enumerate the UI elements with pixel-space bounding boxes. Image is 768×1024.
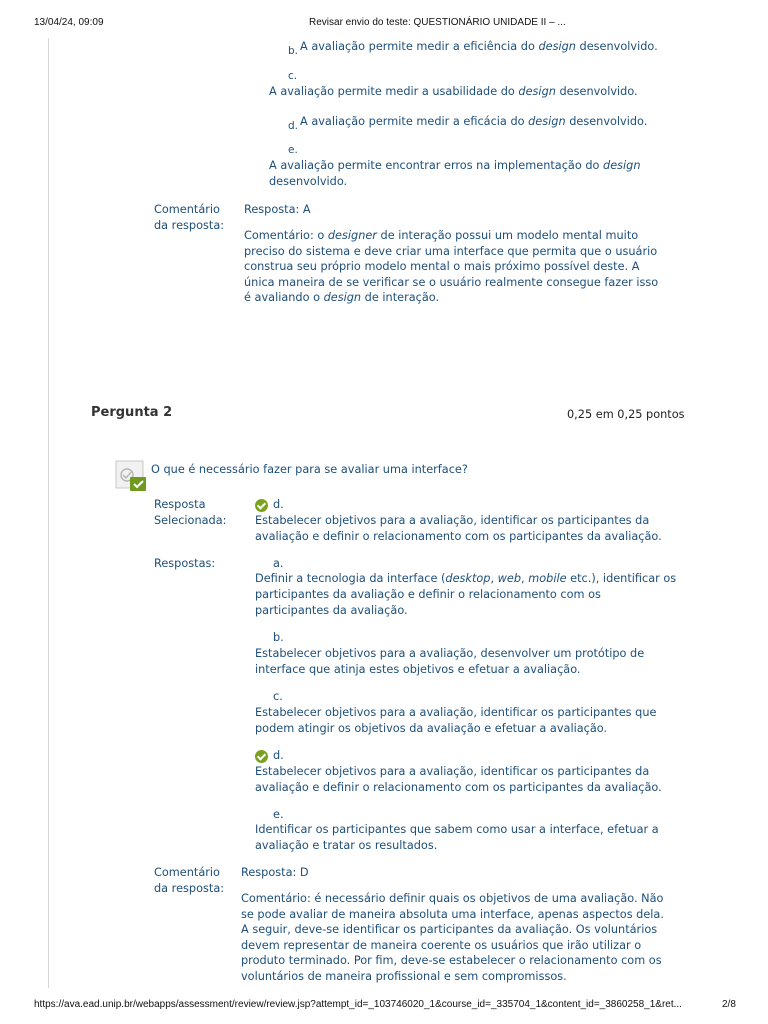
- question-correct-icon: [115, 460, 147, 492]
- q2-feedback-label: Comentário da resposta:: [154, 866, 225, 895]
- selected-correct-check-icon: [255, 499, 268, 512]
- q1-comment: Comentário: o designer de interação possui um modelo mental muito preciso do sistema e deve criar uma interface que permita que o usuário construa seu próprio modelo mental o mais próximo possível deste. A única maneira de se verificar se o usuário realmente consegue fazer isso é avaliando o design de interação.: [244, 229, 659, 304]
- question-2-title: Pergunta 2: [91, 405, 173, 420]
- answer-d-letter: d.: [273, 749, 284, 762]
- answer-b-letter: b.: [273, 631, 284, 644]
- answer-d-correct-check-icon: [255, 750, 268, 763]
- q1-option-b-letter: b.: [288, 45, 299, 57]
- print-page-title: Revisar envio do teste: QUESTIONÁRIO UNIDADE II – ...: [309, 17, 566, 28]
- answer-d-text: Estabelecer objetivos para a avaliação, identificar os participantes da avaliação e definir o relacionamento com os participantes da avaliação.: [255, 765, 662, 794]
- q2-comment: Comentário: é necessário definir quais os objetivos de uma avaliação. Não se pode avaliar de maneira absoluta uma interface, apenas aspectos dela. A seguir, deve-se identificar os participantes da avaliação. Os voluntários devem representar de maneira coerente os usuários que irão utilizar o produto terminado. Por fim, deve-se estabelecer o relacionamento com os voluntários de maneira profissional e sem compromissos.: [241, 892, 664, 983]
- answer-c-text: Estabelecer objetivos para a avaliação, identificar os participantes que podem atingir os objetivos da avaliação e efetuar a avaliação.: [255, 706, 657, 735]
- q1-answer: Resposta: A: [244, 203, 311, 216]
- answer-c-letter: c.: [273, 690, 283, 703]
- selected-answer-letter: d.: [273, 498, 284, 511]
- q1-option-d-letter: d.: [288, 120, 299, 132]
- q1-option-e-text: A avaliação permite encontrar erros na implementação do design: [269, 159, 641, 172]
- q2-answer: Resposta: D: [241, 866, 309, 879]
- q1-feedback-label: Comentário da resposta:: [154, 203, 225, 232]
- question-2-prompt: O que é necessário fazer para se avaliar uma interface?: [151, 463, 468, 476]
- answer-b-text: Estabelecer objetivos para a avaliação, desenvolver um protótipo de interface que atinja estes objetivos e efetuar a avaliação.: [255, 647, 645, 676]
- print-url: https://ava.ead.unip.br/webapps/assessment/review/review.jsp?attempt_id=_103746020_1&course_id=_335704_1&content_id=_3860258_1&ret...: [34, 999, 682, 1010]
- selected-answer-text: Estabelecer objetivos para a avaliação, identificar os participantes da avaliação e definir o relacionamento com os participantes da avaliação.: [255, 514, 662, 543]
- answer-a-text-rest: participantes da avaliação e definir o relacionamento com os participantes da avaliação.: [255, 588, 601, 617]
- q1-option-c-letter: c.: [288, 70, 298, 82]
- q1-option-c-text: A avaliação permite medir a usabilidade do design desenvolvido.: [269, 85, 638, 98]
- answer-e-text: Identificar os participantes que sabem como usar a interface, efetuar a avaliação e tratar os resultados.: [255, 823, 659, 852]
- q1-option-b-text: A avaliação permite medir a eficiência do design desenvolvido.: [300, 40, 658, 53]
- q1-option-e-letter: e.: [288, 144, 298, 156]
- question-2-points: 0,25 em 0,25 pontos: [567, 408, 685, 421]
- answer-a-letter: a.: [273, 557, 284, 570]
- selected-answer-label: Resposta Selecionada:: [154, 498, 227, 527]
- q1-option-e-text-line2: desenvolvido.: [269, 175, 348, 188]
- q1-option-d-text: A avaliação permite medir a eficácia do design desenvolvido.: [300, 115, 648, 128]
- answer-a-text: Definir a tecnologia da interface (desktop, web, mobile etc.), identificar os: [255, 572, 677, 585]
- content-border: [48, 38, 49, 988]
- answer-e-letter: e.: [273, 808, 284, 821]
- print-datetime: 13/04/24, 09:09: [34, 17, 104, 28]
- print-page-number: 2/8: [722, 999, 736, 1010]
- answers-label: Respostas:: [154, 557, 216, 570]
